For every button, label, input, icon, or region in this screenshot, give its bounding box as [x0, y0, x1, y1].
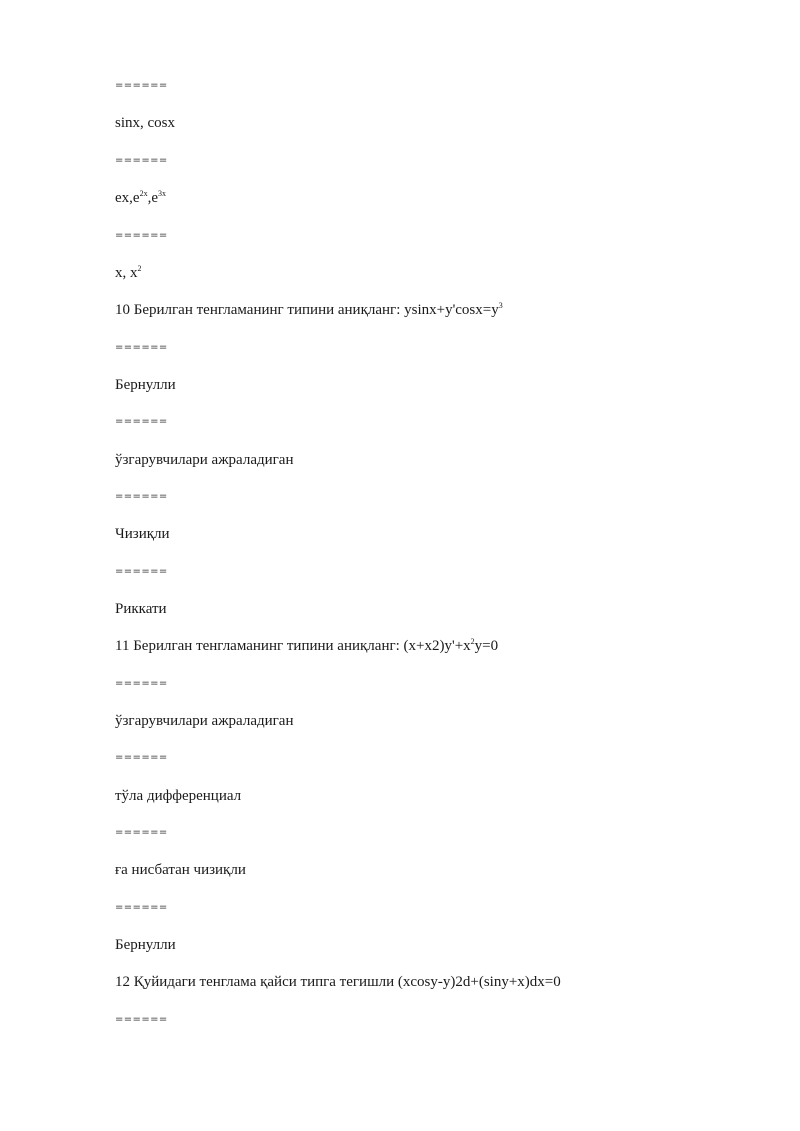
- separator: ======: [115, 230, 168, 241]
- answer-option: x, $x^2$: [115, 264, 142, 281]
- separator: ======: [115, 566, 168, 577]
- answer-option: ўзгарувчилари ажраладиган: [115, 452, 294, 468]
- separator: ======: [115, 342, 168, 353]
- separator: ======: [115, 752, 168, 763]
- separator: ======: [115, 678, 168, 689]
- separator: ======: [115, 80, 168, 91]
- answer-option: Риккати: [115, 601, 167, 617]
- answer-option: Чизиқли: [115, 526, 170, 542]
- answer-option: sinx, cosx: [115, 115, 175, 131]
- answer-option: ға нисбатан чизиқли: [115, 862, 246, 878]
- separator: ======: [115, 491, 168, 502]
- answer-option: тўла дифференциал: [115, 788, 242, 804]
- separator: ======: [115, 827, 168, 838]
- question-11: 11 Берилган тенгламанинг типини аниқланг: $(x+x2)y'+x^2y=0$: [115, 637, 499, 654]
- question-12: 12 Қуйидаги тенглама қайси типга тегишли (xcosy-y)2d+(siny+x)dx=0: [115, 974, 561, 990]
- answer-option: Бернулли: [115, 937, 176, 953]
- separator: ======: [115, 1014, 168, 1025]
- question-10: 10 Берилган тенгламанинг типини аниқланг: $ysinx+y'\cos x=y^3$: [115, 301, 503, 318]
- separator: ======: [115, 155, 168, 166]
- separator: ======: [115, 416, 168, 427]
- answer-option: ўзгарувчилари ажраладиган: [115, 713, 294, 729]
- separator: ======: [115, 902, 168, 913]
- answer-option: $ex,e^{2x},e^{3x}$: [115, 189, 166, 206]
- answer-option: Бернулли: [115, 377, 176, 393]
